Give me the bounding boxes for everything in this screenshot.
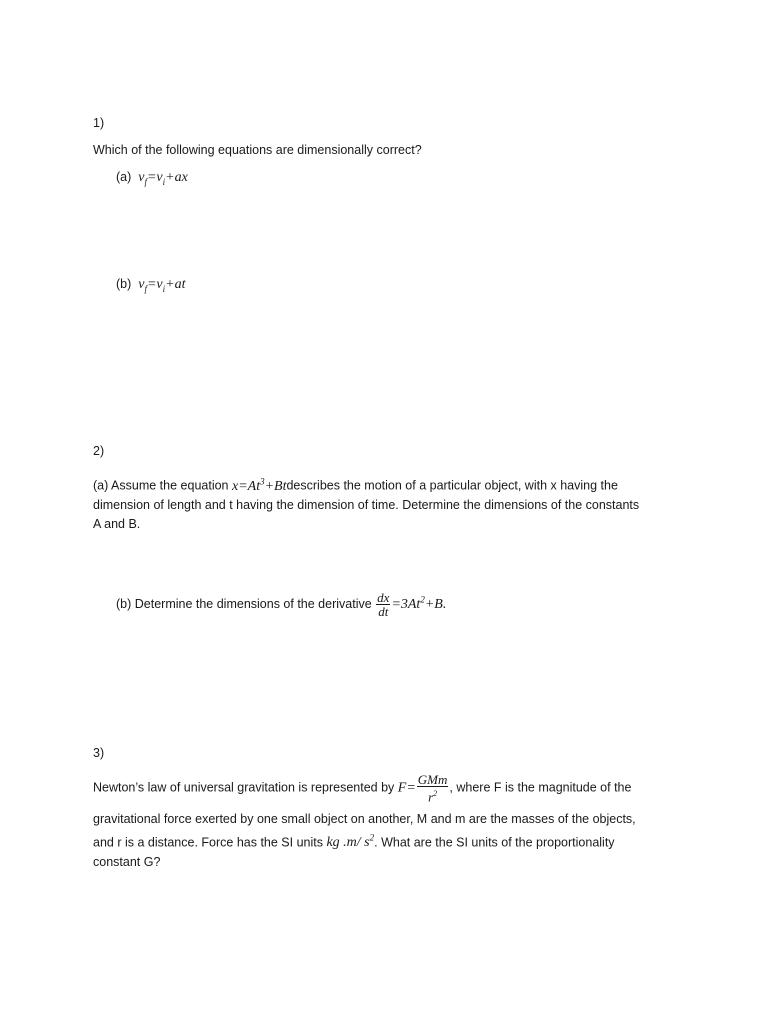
question-2b-fraction: $\frac{dx}{dt}$ — [377, 590, 390, 619]
question-3-number: 3) — [93, 746, 105, 760]
question-3-fraction: $\frac{\text{GMm}}{r^2}$ — [417, 772, 448, 805]
question-1a-label: (a) — [116, 170, 132, 184]
question-2-number: 2) — [93, 444, 105, 458]
question-1b — [116, 277, 186, 294]
question-3-units: kg .m/ $s^2$ — [326, 832, 375, 851]
question-1b-label: (b) — [116, 277, 132, 291]
question-1a-equation: $v_f=v_i+ax$ — [138, 170, 188, 187]
question-2b: (b) Determine the dimensions of the derivative $\frac{dx}{dt}$ $=3At^2+B$. — [116, 590, 447, 619]
question-1-number: 1) — [93, 116, 105, 130]
question-1-text: Which of the following equations are dimensionally correct? — [93, 143, 422, 157]
question-3-line-1: Newton’s law of universal gravitation is represented by F= $\frac{\text{GMm}}{r^2}$ , where F is the magnitude of the — [93, 772, 632, 805]
question-1b-equation: $v_f=v_i+at$ — [138, 277, 186, 294]
question-3-equation: F= — [397, 780, 416, 796]
question-2a-paragraph: (a) Assume the equation $x=At^3+Btdescribes$ the motion of a particular object, with x having the dimension of length and t having the dimension of time. Determine the dimensions of the constants A and B. — [93, 476, 640, 531]
question-2b-equation: $=3At^2+B$. — [391, 594, 447, 612]
question-1a — [116, 170, 188, 187]
question-2a-equation: $x=At^3+Bt$ — [231, 476, 287, 494]
question-3-paragraph: gravitational force exerted by one small object on another, M and m are the masses of the objects, and r is a distance. Force has the SI units kg .m/ $s^2$. What are the SI units of the proportionality constant G? — [93, 812, 636, 869]
